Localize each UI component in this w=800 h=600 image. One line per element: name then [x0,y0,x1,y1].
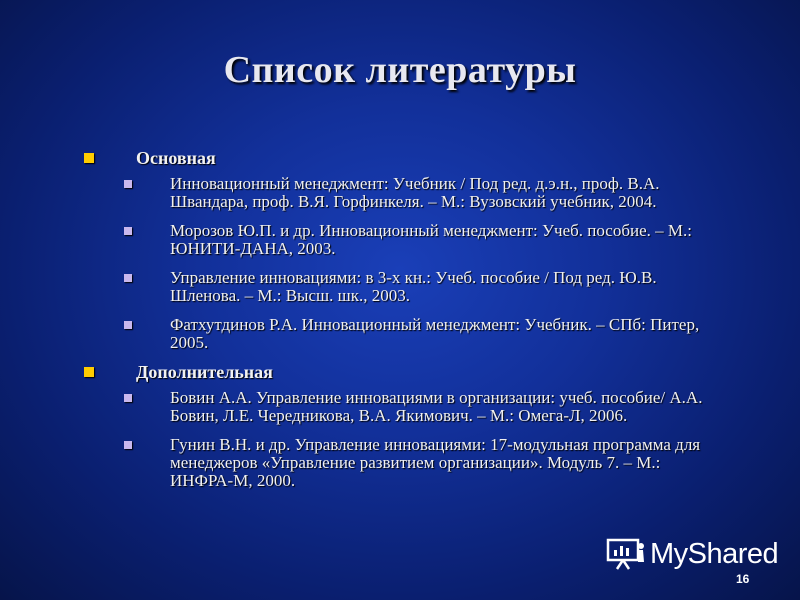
square-bullet-icon [124,441,132,449]
section-heading-text: Основная [136,148,216,168]
list-item [80,222,710,258]
square-bullet-icon [124,227,132,235]
myshared-watermark[interactable] [606,536,778,572]
entry-list [80,175,720,352]
entry-list [80,389,720,490]
list-item [80,175,710,211]
page-number: 16 [736,572,750,586]
section-heading [80,362,720,382]
watermark-text: MyShared [650,537,779,570]
entry-text: Управление инновациями: в 3-х кн.: Учеб. пособие / Под ред. Ю.В. Шленова. – М.: Высш. шк., 2003. [170,268,657,305]
square-bullet-icon [124,394,132,402]
section-heading [80,148,720,168]
entry-text: Гунин В.Н. и др. Управление инновациями: 17-модульная программа для менеджеров «Управление развитием организации». Модуль 7. – М.: ИНФРА-М, 2000. [170,435,701,490]
square-bullet-icon [84,367,94,377]
slide-title: Список литературы [223,49,577,91]
section-main [80,148,720,352]
presentation-screen-icon [606,536,646,572]
list-item [80,269,710,305]
list-item [80,389,710,425]
section-additional [80,362,720,490]
list-item [80,436,710,490]
entry-text: Инновационный менеджмент: Учебник / Под ред. д.э.н., проф. В.А. Швандара, проф. В.Я. Горфинкеля. – М.: Вузовский учебник, 2004. [170,174,660,211]
square-bullet-icon [124,180,132,188]
square-bullet-icon [84,153,94,163]
list-item [80,316,710,352]
square-bullet-icon [124,274,132,282]
bibliography-list [80,148,720,501]
section-heading-text: Дополнительная [136,362,273,382]
entry-text: Фатхутдинов Р.А. Инновационный менеджмент: Учебник. – СПб: Питер, 2005. [170,315,700,352]
entry-text: Бовин А.А. Управление инновациями в организации: учеб. пособие/ А.А. Бовин, Л.Е. Чередникова, В.А. Якимович. – М.: Омега-Л, 2006. [170,388,703,425]
square-bullet-icon [124,321,132,329]
entry-text: Морозов Ю.П. и др. Инновационный менеджмент: Учеб. пособие. – М.: ЮНИТИ-ДАНА, 2003. [170,221,692,258]
